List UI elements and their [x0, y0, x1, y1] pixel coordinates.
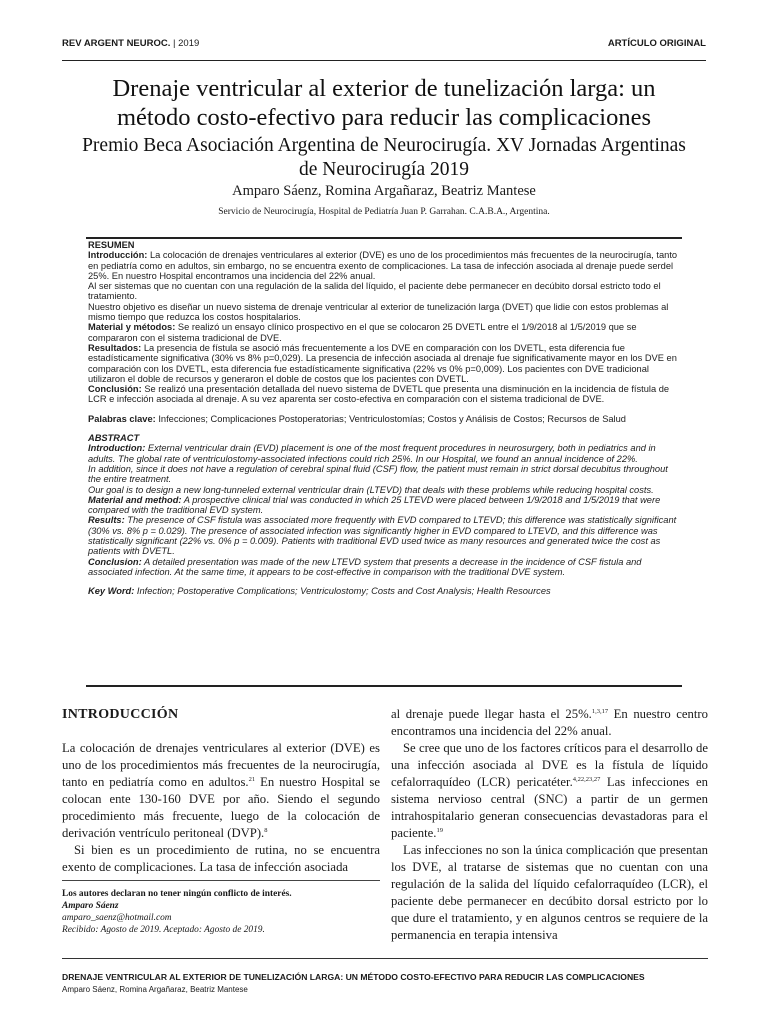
affiliation: Servicio de Neurocirugía, Hospital de Pediatría Juan P. Garrahan. C.A.B.A., Argentina.	[218, 207, 550, 217]
resumen-keywords-text: Infecciones; Complicaciones Postoperatorias; Ventriculostomías; Costos y Análisis de Costos; Recursos de Salud	[158, 413, 626, 424]
resumen-conclusion-text: Se realizó una presentación detallada del nuevo sistema de DVETL que presenta una disminución en la incidencia de fístula de LCR e infección asociada al drenaje. A su vez aparenta ser costo-efectiva en comparación con el sistema tradicional de DVE.	[88, 384, 670, 405]
body-paragraph: La colocación de drenajes ventriculares al exterior (DVE) es uno de los procedimientos más frecuentes de la neurocirugía, tanto en pediatría como en adultos.$^{21}$ En nuestro Hospital se colocan ente 130-160 DVE por año. Siendo el segundo procedimiento más frecuente, luego de la colocación de derivación ventrículo peritoneal (DVP).$^8$	[62, 741, 380, 840]
abstract-methods-label: Material and method:	[88, 494, 182, 505]
running-footer-title: DRENAJE VENTRICULAR AL EXTERIOR DE TUNELIZACIÓN LARGA: UN MÉTODO COSTO-EFECTIVO PARA REDUCIR LAS COMPLICACIONES	[62, 972, 645, 982]
body-right-column	[391, 706, 708, 944]
corresponding-author: Amparo Sáenz	[62, 901, 119, 911]
abstract-results	[88, 515, 680, 556]
citation-ref: 19	[436, 826, 443, 834]
header-separator: |	[173, 38, 176, 49]
body-paragraph: al drenaje puede llegar hasta el 25%.$^{1,3,17}$ En nuestro centro encontramos una incidencia del 22% anual.	[391, 707, 708, 738]
abstract-bottom-rule	[86, 685, 682, 687]
abstract-block	[88, 240, 680, 597]
abstract-methods	[88, 495, 680, 516]
body-paragraph: Se cree que uno de los factores críticos para el desarrollo de una infección asociada al DVE es la fístula de líquido cefalorraquídeo (LCR) pericatéter.$^{4,22,23,27}$ Las infecciones en sistema nervioso central (SNC) a partir de un germen intrahospitalario generan consecuencias devastadoras para el paciente.$^{19}$	[391, 741, 708, 840]
english-abstract	[88, 433, 680, 596]
title-line-2: método costo-efectivo para reducir las complicaciones	[116, 104, 651, 131]
resumen-keywords	[88, 414, 680, 424]
resumen-results-label: Resultados:	[88, 342, 142, 353]
footnote	[62, 888, 380, 936]
resumen-intro-p3: Nuestro objetivo es diseñar un nuevo sistema de drenaje ventricular al exterior de tunelización larga (DVET) que lidie con estos problemas al mismo tiempo que reduzca los costos hospitalarios.	[88, 301, 669, 323]
resumen-intro-label: Introducción:	[88, 250, 148, 261]
abstract-results-label: Results:	[88, 515, 125, 526]
citation-ref: 4,22,23,27	[572, 775, 601, 783]
abstract-intro-p2: In addition, since it does not have a regulation of cerebral spinal fluid (CSF) flow, the patient must remain in strict dorsal decubitus throughout the entire treatment.	[88, 463, 668, 485]
subtitle-line-1: Premio Beca Asociación Argentina de Neurocirugía. XV Jornadas Argentinas	[82, 135, 686, 156]
abstract-intro-p3: Our goal is to design a new long-tunneled external ventricular drain (LTEVD) that deals with these problems while reducing hospital costs.	[88, 484, 654, 495]
abstract-introduction	[88, 443, 680, 464]
resumen-intro-text: La colocación de drenajes ventriculares al exterior (DVE) es uno de los procedimientos más frecuentes de la neurocirugía, tanto en pediatría como en adultos, sin embargo, no se encuentra exento de complicaciones. La tasa de infección asociada al drenaje puede serdel 25%. En nuestro Hospital encontramos una incidencia del 22% anual.	[88, 250, 678, 281]
abstract-intro-text: External ventricular drain (EVD) placement is one of the most frequent procedures in neurosurgery, both in pediatrics and in adults. The global rate of ventriculostomy-associated infections could rich 25%. In our Hospital, we found an annual incidence of 22%.	[88, 443, 656, 464]
article-title	[40, 74, 728, 132]
footnote-rule	[62, 880, 380, 881]
citation-ref: 1,3,17	[591, 707, 609, 715]
resumen-introduction	[88, 250, 680, 281]
subtitle-line-2: de Neurocirugía 2019	[298, 159, 470, 180]
citation-ref: 8	[264, 826, 268, 834]
resumen-keywords-label: Palabras clave:	[88, 413, 156, 424]
section-title-introduccion: INTRODUCCIÓN	[62, 707, 179, 722]
received-accepted-dates: Recibido: Agosto de 2019. Aceptado: Agosto de 2019.	[62, 925, 265, 935]
footer-rule	[62, 958, 708, 959]
abstract-intro-label: Introduction:	[88, 443, 146, 454]
resumen-results-text: La presencia de fístula se asoció más frecuentemente a los DVE en comparación con los DVETL, esta diferencia fue estadísticamente significativa (30% vs 8% p=0,029). La presencia de infección asociada al drenaje fue significativamente mayor en los DVE en comparación con los DVETL, esta diferencia fue estadísticamente significativa (22% vs 0% p=0,009). Los pacientes con DVE tradicional utilizaron el doble de recursos y generaron el doble de costos que los pacientes con DVETL.	[88, 342, 677, 384]
article-subtitle	[40, 134, 728, 182]
author-email[interactable]: amparo_saenz@hotmail.com	[62, 913, 172, 923]
resumen-methods-label: Material y métodos:	[88, 322, 176, 333]
abstract-keywords-text: Infection; Postoperative Complications; Ventriculostomy; Costs and Cost Analysis; Health Resources	[136, 586, 551, 597]
body-paragraph: Las infecciones no son la única complicación que presentan los DVE, al tratarse de sistemas que no cuentan con una regulación de la salida del líquido cefalorraquídeo (LCR), el paciente debe permanecer en decúbito dorsal estricto por lo que dure el tratamiento, y en algunos centros se requiere de la permanencia en terapia intensiva	[391, 843, 708, 942]
resumen-conclusion-label: Conclusión:	[88, 384, 142, 395]
citation-ref: 21	[248, 775, 256, 783]
abstract-conclusion-label: Conclusion:	[88, 556, 142, 567]
section-label: ARTÍCULO ORIGINAL	[607, 38, 706, 49]
resumen-heading: RESUMEN	[88, 240, 135, 250]
abstract-heading: ABSTRACT	[88, 433, 140, 444]
resumen-methods	[88, 322, 680, 343]
header-year: 2019	[178, 38, 200, 49]
abstract-conclusion	[88, 557, 680, 578]
body-paragraph: Si bien es un procedimiento de rutina, no se encuentra exento de complicaciones. La tasa de infección asociada	[62, 843, 380, 874]
abstract-keywords	[88, 586, 680, 596]
author-list: Amparo Sáenz, Romina Argañaraz, Beatriz Mantese	[232, 183, 536, 199]
abstract-methods-text: A prospective clinical trial was conducted in which 25 LTEVD were placed between 1/9/2018 and 1/5/2019 that were compared with the traditional EVD system.	[88, 494, 661, 516]
resumen-results	[88, 343, 680, 384]
abstract-keywords-label: Key Word:	[88, 586, 135, 597]
title-line-1: Drenaje ventricular al exterior de tunelización larga: un	[112, 75, 656, 102]
running-footer-authors: Amparo Sáenz, Romina Argañaraz, Beatriz Mantese	[62, 985, 248, 994]
abstract-results-text: The presence of CSF fistula was associated more frequently with EVD compared to LTEVD; this difference was statistically significant (30% vs. 8% p = 0.029). The presence of associated infection was significantly higher in EVD compared to LTEVD, and this difference was statistically significant (22% vs. 0% p = 0.009). Patients with traditional EVD used twice as many resources and generated twice the cost as patients with DVETL.	[88, 515, 677, 557]
header-rule	[62, 60, 706, 61]
conflict-statement: Los autores declaran no tener ningún conflicto de interés.	[62, 889, 292, 899]
resumen-conclusion	[88, 384, 680, 405]
running-header-journal	[62, 38, 199, 49]
body-left-column	[62, 706, 380, 876]
resumen-methods-text: Se realizó un ensayo clínico prospectivo en el que se colocaron 25 DVETL entre el 1/9/2018 al 1/5/2019 que se compararon con el sistema tradicional de DVE.	[88, 322, 637, 343]
abstract-top-rule	[86, 237, 682, 239]
abstract-conclusion-text: A detailed presentation was made of the new LTEVD system that presents a decrease in the incidence of CSF fistula and associated infection. At the same time, it appears to be cost-effective in comparison with the traditional DVE system.	[88, 556, 642, 577]
resumen-intro-p2: Al ser sistemas que no cuentan con una regulación de la salida del líquido, el paciente debe permanecer en decúbito dorsal estricto todo el tratamiento.	[88, 281, 661, 302]
journal-name: REV ARGENT NEUROC.	[62, 38, 171, 49]
